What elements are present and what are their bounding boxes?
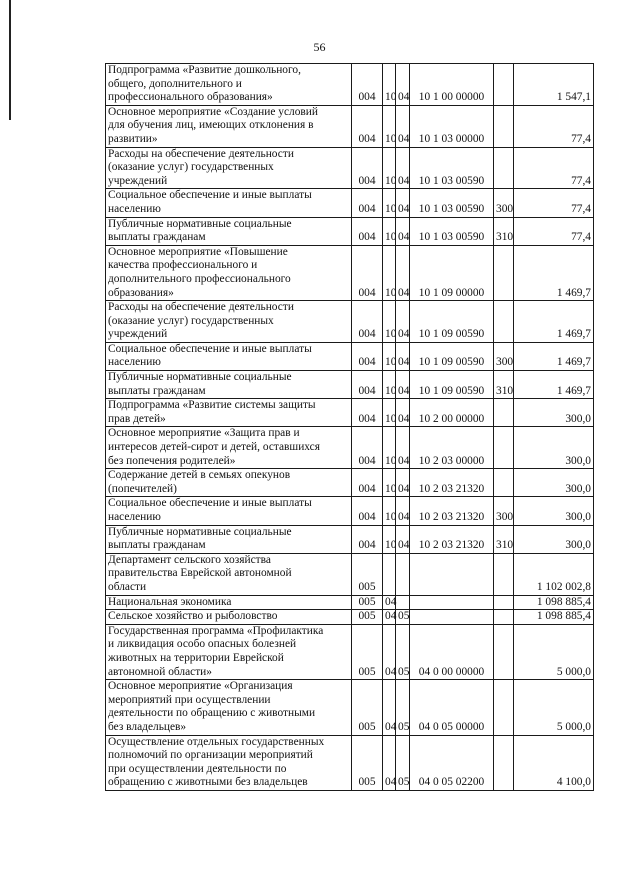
row-amount: 1 469,7: [514, 342, 594, 370]
row-section-code: 10: [383, 301, 396, 343]
row-subsection-code: 04: [396, 217, 410, 245]
row-target-item-code: 10 2 03 21320: [410, 525, 494, 553]
row-section-code: 04: [383, 680, 396, 735]
row-section-code: 10: [383, 217, 396, 245]
row-ved-code: 005: [352, 595, 383, 610]
row-ved-code: 004: [352, 371, 383, 399]
row-ved-code: 005: [352, 735, 383, 790]
row-amount: 1 469,7: [514, 371, 594, 399]
row-ved-code: 005: [352, 680, 383, 735]
row-section-code: 10: [383, 245, 396, 300]
row-name: Публичные нормативные социальные выплаты гражданам: [106, 217, 352, 245]
row-target-item-code: 10 2 03 21320: [410, 497, 494, 525]
row-target-item-code: 10 2 00 00000: [410, 399, 494, 427]
row-expense-type-code: [494, 427, 514, 469]
row-amount: 77,4: [514, 217, 594, 245]
row-amount: 300,0: [514, 469, 594, 497]
row-amount: 300,0: [514, 399, 594, 427]
row-name: Социальное обеспечение и иные выплаты населению: [106, 497, 352, 525]
row-ved-code: 004: [352, 189, 383, 217]
row-section-code: 10: [383, 105, 396, 147]
row-subsection-code: 04: [396, 525, 410, 553]
row-subsection-code: 05: [396, 735, 410, 790]
table-row: [106, 245, 594, 300]
row-section-code: 10: [383, 497, 396, 525]
row-expense-type-code: 300: [494, 497, 514, 525]
row-amount: 5 000,0: [514, 680, 594, 735]
row-amount: 1 098 885,4: [514, 595, 594, 610]
row-ved-code: 004: [352, 342, 383, 370]
row-expense-type-code: [494, 610, 514, 625]
row-target-item-code: 10 2 03 21320: [410, 469, 494, 497]
row-name: Социальное обеспечение и иные выплаты населению: [106, 189, 352, 217]
row-section-code: 10: [383, 399, 396, 427]
row-section-code: 10: [383, 427, 396, 469]
row-ved-code: 004: [352, 64, 383, 106]
row-name: Подпрограмма «Развитие системы защиты прав детей»: [106, 399, 352, 427]
row-target-item-code: 10 1 03 00590: [410, 189, 494, 217]
row-amount: 77,4: [514, 189, 594, 217]
row-target-item-code: 04 0 05 02200: [410, 735, 494, 790]
row-subsection-code: 04: [396, 189, 410, 217]
table-row: [106, 301, 594, 343]
row-ved-code: 005: [352, 624, 383, 679]
table-row: [106, 680, 594, 735]
row-expense-type-code: [494, 735, 514, 790]
table-row: [106, 147, 594, 189]
row-section-code: [383, 553, 396, 595]
row-subsection-code: [396, 595, 410, 610]
row-expense-type-code: [494, 301, 514, 343]
row-ved-code: 004: [352, 245, 383, 300]
row-ved-code: 004: [352, 217, 383, 245]
row-amount: 77,4: [514, 105, 594, 147]
table-row: [106, 189, 594, 217]
row-subsection-code: 04: [396, 371, 410, 399]
row-subsection-code: 04: [396, 105, 410, 147]
row-name: Публичные нормативные социальные выплаты гражданам: [106, 371, 352, 399]
row-ved-code: 004: [352, 105, 383, 147]
row-expense-type-code: [494, 595, 514, 610]
row-expense-type-code: 300: [494, 342, 514, 370]
row-expense-type-code: 310: [494, 371, 514, 399]
row-subsection-code: 04: [396, 469, 410, 497]
row-section-code: 04: [383, 610, 396, 625]
row-ved-code: 004: [352, 469, 383, 497]
row-amount: 1 098 885,4: [514, 610, 594, 625]
row-name: Содержание детей в семьях опекунов (попечителей): [106, 469, 352, 497]
row-ved-code: 004: [352, 427, 383, 469]
row-amount: 300,0: [514, 525, 594, 553]
row-section-code: 10: [383, 64, 396, 106]
row-target-item-code: 10 1 03 00590: [410, 217, 494, 245]
row-expense-type-code: 310: [494, 525, 514, 553]
table-row: [106, 525, 594, 553]
budget-table: [105, 63, 594, 791]
row-target-item-code: 04 0 05 00000: [410, 680, 494, 735]
row-subsection-code: 04: [396, 64, 410, 106]
row-subsection-code: 05: [396, 610, 410, 625]
row-name: Публичные нормативные социальные выплаты гражданам: [106, 525, 352, 553]
row-subsection-code: 04: [396, 301, 410, 343]
row-amount: 77,4: [514, 147, 594, 189]
row-section-code: 04: [383, 735, 396, 790]
row-section-code: 10: [383, 147, 396, 189]
row-ved-code: 004: [352, 497, 383, 525]
table-row: [106, 105, 594, 147]
row-ved-code: 005: [352, 610, 383, 625]
row-target-item-code: 10 1 03 00000: [410, 105, 494, 147]
row-expense-type-code: [494, 147, 514, 189]
row-amount: 300,0: [514, 497, 594, 525]
row-subsection-code: 04: [396, 342, 410, 370]
table-row: [106, 735, 594, 790]
row-expense-type-code: [494, 245, 514, 300]
row-section-code: 04: [383, 624, 396, 679]
row-subsection-code: 04: [396, 427, 410, 469]
row-name: Основное мероприятие «Организация мероприятий при осуществлении деятельности по обращению с животными без владельцев»: [106, 680, 352, 735]
row-target-item-code: [410, 610, 494, 625]
row-subsection-code: [396, 553, 410, 595]
row-amount: 4 100,0: [514, 735, 594, 790]
table-row: [106, 469, 594, 497]
row-name: Национальная экономика: [106, 595, 352, 610]
row-name: Государственная программа «Профилактика и ликвидация особо опасных болезней животных на территории Еврейской автономной области»: [106, 624, 352, 679]
table-row: [106, 553, 594, 595]
row-expense-type-code: [494, 399, 514, 427]
table-row: [106, 217, 594, 245]
row-name: Департамент сельского хозяйства правительства Еврейской автономной области: [106, 553, 352, 595]
row-subsection-code: 04: [396, 245, 410, 300]
row-expense-type-code: [494, 64, 514, 106]
row-amount: 5 000,0: [514, 624, 594, 679]
row-name: Расходы на обеспечение деятельности (оказание услуг) государственных учреждений: [106, 301, 352, 343]
row-target-item-code: 10 1 00 00000: [410, 64, 494, 106]
row-target-item-code: 10 1 03 00590: [410, 147, 494, 189]
row-name: Осуществление отдельных государственных полномочий по организации мероприятий при осуществлении деятельности по обращению с животными без владельцев: [106, 735, 352, 790]
row-expense-type-code: [494, 553, 514, 595]
row-target-item-code: [410, 553, 494, 595]
row-subsection-code: 05: [396, 680, 410, 735]
row-ved-code: 004: [352, 147, 383, 189]
row-ved-code: 004: [352, 399, 383, 427]
row-subsection-code: 05: [396, 624, 410, 679]
row-name: Подпрограмма «Развитие дошкольного, общего, дополнительного и профессионального образования»: [106, 64, 352, 106]
row-amount: 300,0: [514, 427, 594, 469]
row-amount: 1 547,1: [514, 64, 594, 106]
page-number: 56: [313, 40, 326, 54]
table-row: [106, 610, 594, 625]
row-name: Основное мероприятие «Защита прав и интересов детей-сирот и детей, оставшихся без попечения родителей»: [106, 427, 352, 469]
row-target-item-code: [410, 595, 494, 610]
table-row: [106, 624, 594, 679]
binding-line: [9, 0, 11, 120]
row-amount: 1 469,7: [514, 301, 594, 343]
row-amount: 1 469,7: [514, 245, 594, 300]
row-expense-type-code: [494, 469, 514, 497]
row-expense-type-code: [494, 680, 514, 735]
row-target-item-code: 10 1 09 00590: [410, 301, 494, 343]
row-ved-code: 005: [352, 553, 383, 595]
row-section-code: 04: [383, 595, 396, 610]
row-subsection-code: 04: [396, 147, 410, 189]
row-expense-type-code: 310: [494, 217, 514, 245]
row-name: Социальное обеспечение и иные выплаты населению: [106, 342, 352, 370]
row-name: Сельское хозяйство и рыболовство: [106, 610, 352, 625]
row-ved-code: 004: [352, 525, 383, 553]
row-name: Основное мероприятие «Создание условий для обучения лиц, имеющих отклонения в развитии»: [106, 105, 352, 147]
row-section-code: 10: [383, 342, 396, 370]
table-row: [106, 595, 594, 610]
row-section-code: 10: [383, 371, 396, 399]
row-section-code: 10: [383, 189, 396, 217]
row-section-code: 10: [383, 469, 396, 497]
row-expense-type-code: 300: [494, 189, 514, 217]
row-target-item-code: 10 2 03 00000: [410, 427, 494, 469]
row-name: Основное мероприятие «Повышение качества профессионального и дополнительного профессионального образования»: [106, 245, 352, 300]
table-row: [106, 342, 594, 370]
table-row: [106, 427, 594, 469]
row-target-item-code: 04 0 00 00000: [410, 624, 494, 679]
row-section-code: 10: [383, 525, 396, 553]
row-expense-type-code: [494, 624, 514, 679]
table-row: [106, 399, 594, 427]
row-amount: 1 102 002,8: [514, 553, 594, 595]
table-row: [106, 64, 594, 106]
row-ved-code: 004: [352, 301, 383, 343]
table-row: [106, 371, 594, 399]
row-subsection-code: 04: [396, 399, 410, 427]
table-row: [106, 497, 594, 525]
row-target-item-code: 10 1 09 00590: [410, 342, 494, 370]
row-expense-type-code: [494, 105, 514, 147]
row-name: Расходы на обеспечение деятельности (оказание услуг) государственных учреждений: [106, 147, 352, 189]
row-subsection-code: 04: [396, 497, 410, 525]
row-target-item-code: 10 1 09 00000: [410, 245, 494, 300]
row-target-item-code: 10 1 09 00590: [410, 371, 494, 399]
